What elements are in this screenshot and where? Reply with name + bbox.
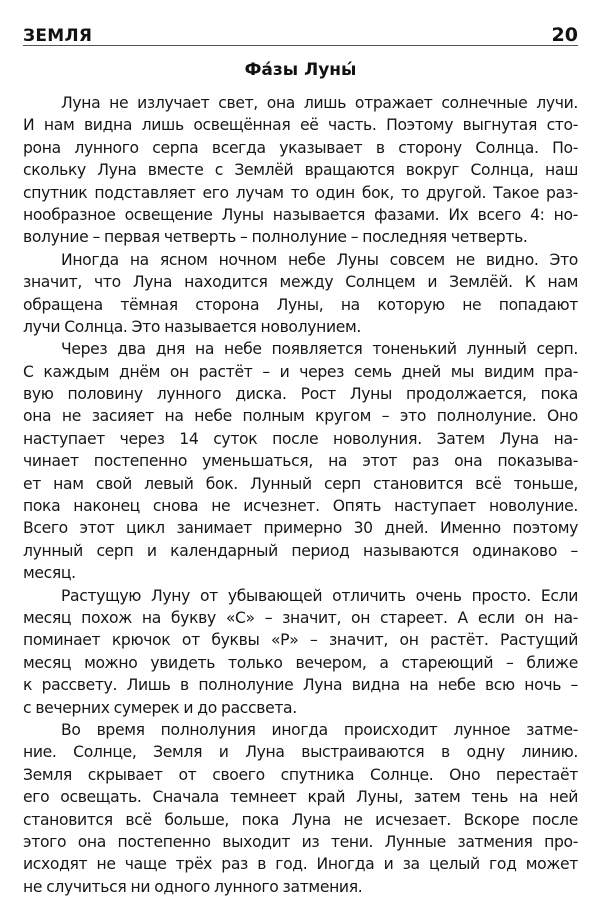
text-line: ет нам свой левый бок. Лунный серп становится всё тоньше,: [23, 474, 578, 493]
section-title: ЗЕМЛЯ: [23, 26, 93, 46]
text-line: наступает через 14 суток после новолуния. Затем Луна на-: [23, 429, 578, 448]
article-body: [23, 92, 578, 898]
text-line: месяц можно увидеть только вечером, а стареющий – ближе: [23, 653, 578, 672]
paragraph: [23, 249, 578, 339]
text-line: рона лунного серпа всегда указывает в сторону Солнца. По-: [23, 138, 578, 157]
text-line: Всего этот цикл занимает примерно 30 дней. Именно поэтому: [23, 519, 578, 538]
article-title: Фа́зы Луны́: [244, 60, 357, 80]
text-line: его освещать. Сначала темнеет край Луны, затем тень на ней: [23, 788, 578, 807]
text-line: поминает крючок от буквы «Р» – значит, он растёт. Растущий: [23, 631, 578, 650]
text-line: лунный серп и календарный период называются одинаково –: [23, 541, 578, 560]
text-line: И нам видна лишь освещённая её часть. Поэтому выгнутая сто-: [23, 116, 578, 135]
text-line: становится всё больше, пока Луна не исчезает. Вскоре после: [23, 810, 578, 829]
paragraph: [23, 585, 578, 719]
text-line: спутник подставляет его лучам то один бок, то другой. Такое раз-: [23, 183, 578, 202]
text-line: ние. Солнце, Земля и Луна выстраиваются в одну линию.: [23, 743, 578, 762]
text-line: Во время полнолуния иногда происходит лунное затме-: [61, 720, 578, 739]
paragraph: [23, 92, 578, 249]
text-line: значит, что Луна находится между Солнцем и Землёй. К нам: [23, 273, 578, 292]
text-line: Иногда на ясном ночном небе Луны совсем не видно. Это: [61, 250, 578, 269]
paragraph: [23, 719, 578, 898]
text-line: месяц.: [23, 564, 76, 583]
text-line: скольку Луна вместе с Землёй вращаются вокруг Солнца, наш: [23, 161, 578, 180]
header-rule: [23, 45, 578, 46]
text-line: нообразное освещение Луны называется фазами. Их всего 4: но-: [23, 205, 578, 224]
text-line: не случиться ни одного лунного затмения.: [23, 877, 363, 896]
text-line: месяц похож на букву «С» – значит, он стареет. А если он на-: [23, 608, 578, 627]
text-line: чинает постепенно уменьшаться, на этот раз она показыва-: [23, 452, 578, 471]
text-line: волуние – первая четверть – полнолуние – последняя четверть.: [23, 228, 528, 247]
text-line: Через два дня на небе появляется тоненький лунный серп.: [61, 340, 578, 359]
text-line: этого она постепенно выходит из тени. Лунные затмения про-: [23, 832, 578, 851]
running-header: [23, 20, 578, 46]
text-line: исходят не чаще трёх раз в год. Иногда и за целый год может: [23, 855, 578, 874]
text-line: Земля скрывает от своего спутника Солнце. Оно перестаёт: [23, 765, 578, 784]
text-line: обращена тёмная сторона Луны, на которую не попадают: [23, 295, 578, 314]
text-line: Растущую Луну от убывающей отличить очень просто. Если: [61, 586, 578, 605]
paragraph: [23, 338, 578, 584]
text-line: вую половину лунного диска. Рост Луны продолжается, пока: [23, 385, 578, 404]
text-line: пока наконец снова не исчезнет. Опять наступает новолуние.: [23, 497, 578, 516]
page-number: 20: [551, 24, 578, 46]
text-line: С каждым днём он растёт – и через семь дней мы видим пра-: [23, 362, 578, 381]
text-line: лучи Солнца. Это называется новолунием.: [23, 317, 361, 336]
text-line: с вечерних сумерек и до рассвета.: [23, 698, 297, 717]
text-line: Луна не излучает свет, она лишь отражает солнечные лучи.: [61, 94, 578, 112]
text-line: она не засияет на небе полным кругом – это полнолуние. Оно: [23, 407, 578, 426]
text-line: к рассвету. Лишь в полнолуние Луна видна на небе всю ночь –: [23, 676, 578, 695]
